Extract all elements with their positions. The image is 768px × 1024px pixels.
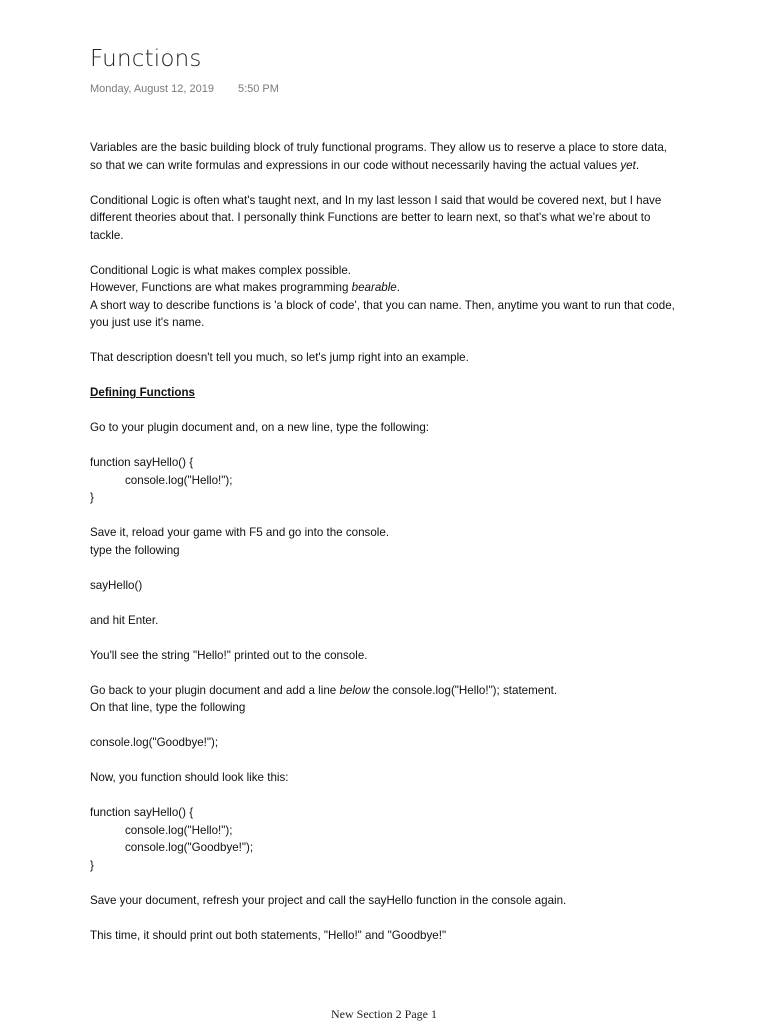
code-line: console.log("Goodbye!"); bbox=[90, 736, 219, 749]
emphasis-text: yet bbox=[620, 158, 636, 172]
emphasis-text: below bbox=[339, 683, 370, 697]
text-run: the console.log("Hello!"); statement. bbox=[369, 683, 558, 697]
page-title: Functions bbox=[90, 46, 202, 72]
note-body bbox=[90, 139, 680, 944]
paragraph-line: Save your document, refresh your project and call the sayHello function in the console again. bbox=[90, 893, 567, 907]
page-timestamp bbox=[90, 83, 279, 95]
paragraph-line: Conditional Logic is what makes complex possible. bbox=[90, 263, 351, 277]
paragraph-line: type the following bbox=[90, 543, 180, 557]
code-line: console.log("Goodbye!"); bbox=[125, 841, 254, 854]
paragraph-line: and hit Enter. bbox=[90, 613, 159, 627]
code-line: console.log("Hello!"); bbox=[125, 473, 233, 487]
paragraph-line: A short way to describe functions is 'a block of code', that you can name. Then, anytime you want to run that code, you just use it's name. bbox=[90, 298, 675, 329]
paragraph-line: You'll see the string "Hello!" printed out to the console. bbox=[90, 648, 368, 662]
paragraph-line bbox=[90, 682, 680, 700]
section-heading: Defining Functions bbox=[90, 386, 195, 399]
text-run: Variables are the basic building block of truly functional programs. They allow us to reserve a place to store data, so that we can write formulas and expressions in our code without necessarily having the actual values bbox=[90, 141, 667, 172]
text-run: . bbox=[635, 158, 640, 172]
paragraph-instruction: Go to your plugin document and, on a new line, type the following: bbox=[90, 421, 430, 434]
paragraph-line: Save it, reload your game with F5 and go into the console. bbox=[90, 526, 390, 539]
code-line: function sayHello() { bbox=[90, 806, 194, 819]
page-date: Monday, August 12, 2019 bbox=[90, 83, 214, 95]
paragraph-line: This time, it should print out both statements, "Hello!" and "Goodbye!" bbox=[90, 928, 447, 942]
text-run: Go back to your plugin document and add a line bbox=[90, 683, 340, 697]
paragraph-line bbox=[90, 279, 680, 297]
page-footer: New Section 2 Page 1 bbox=[331, 1007, 437, 1021]
paragraph-conditional-logic: Conditional Logic is often what's taught next, and In my last lesson I said that would be covered next, but I have different theories about that. I personally think Functions are better to learn next, so that's what we're about to tackle. bbox=[90, 193, 662, 242]
emphasis-text: bearable bbox=[351, 281, 397, 294]
paragraph-line: On that line, type the following bbox=[90, 701, 246, 714]
paragraph-variables bbox=[90, 139, 680, 174]
page-time: 5:50 PM bbox=[237, 83, 279, 95]
paragraph-line: Now, you function should look like this: bbox=[90, 771, 289, 784]
text-run: However, Functions are what makes programming bbox=[90, 281, 352, 294]
code-line: sayHello() bbox=[90, 578, 143, 592]
code-line: } bbox=[90, 858, 94, 872]
text-run: . bbox=[396, 281, 400, 294]
paragraph-description: That description doesn't tell you much, so let's jump right into an example. bbox=[90, 351, 469, 364]
code-line: } bbox=[90, 491, 94, 504]
code-line: console.log("Hello!"); bbox=[125, 823, 233, 837]
code-line: function sayHello() { bbox=[90, 456, 194, 469]
